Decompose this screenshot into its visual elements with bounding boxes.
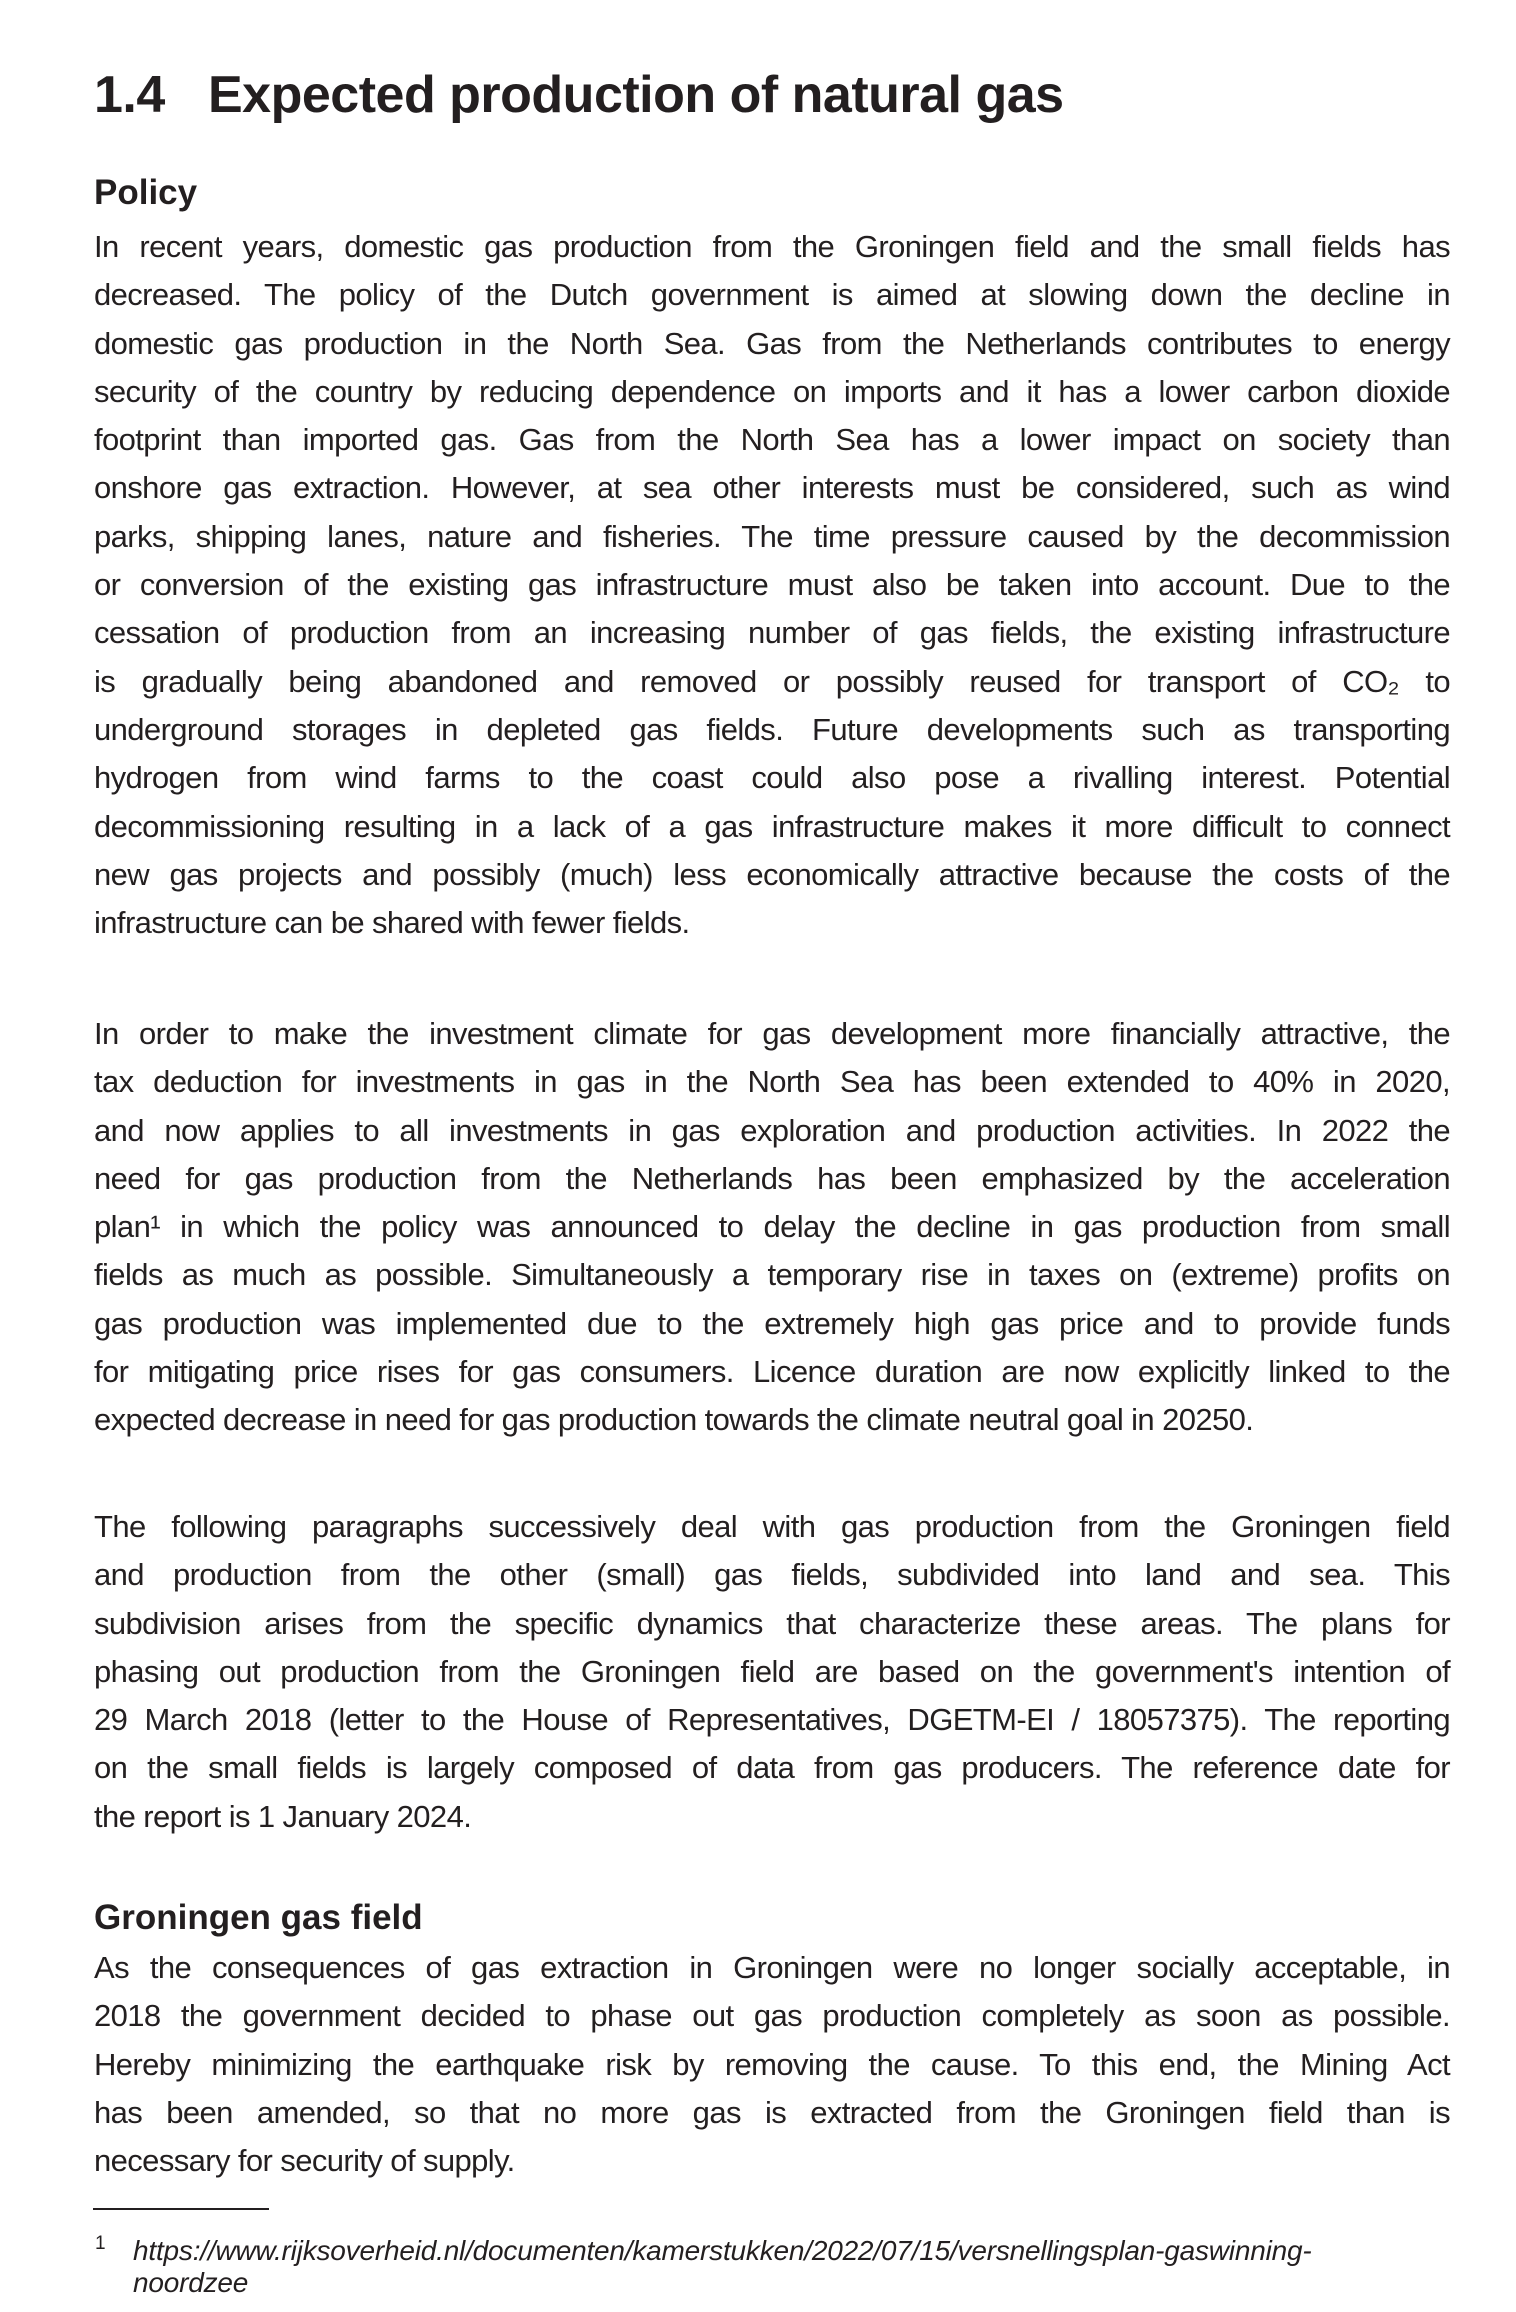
text-line: expected decrease in need for gas production towards the climate neutral goal in 20250. bbox=[94, 1402, 1254, 1438]
text-line: decreased. The policy of the Dutch government is aimed at slowing down the decline in bbox=[94, 277, 1450, 313]
text-line: fields as much as possible. Simultaneously a temporary rise in taxes on (extreme) profits on bbox=[94, 1257, 1450, 1293]
section-heading bbox=[94, 65, 1450, 125]
footnote-marker: 1 bbox=[95, 2233, 106, 2254]
text-line: phasing out production from the Groningen field are based on the government's intention of bbox=[94, 1653, 1450, 1689]
text-line: parks, shipping lanes, nature and fisheries. The time pressure caused by the decommission bbox=[94, 518, 1450, 554]
text-line: noordzee bbox=[133, 2267, 249, 2298]
policy-heading: Policy bbox=[94, 173, 198, 212]
text-line: In order to make the investment climate for gas development more financially attractive, the bbox=[94, 1016, 1450, 1051]
policy-paragraph-2 bbox=[94, 1010, 1450, 1445]
text-line: infrastructure can be shared with fewer fields. bbox=[94, 905, 690, 941]
text-line: onshore gas extraction. However, at sea other interests must be considered, such as wind bbox=[94, 470, 1450, 506]
text-line: for mitigating price rises for gas consumers. Licence duration are now explicitly linked to the bbox=[94, 1354, 1450, 1390]
groningen-paragraph-1 bbox=[94, 1944, 1450, 2185]
text-line: underground storages in depleted gas fields. Future developments such as transporting bbox=[94, 711, 1450, 747]
groningen-gas-field-heading: Groningen gas field bbox=[94, 1898, 423, 1937]
policy-paragraph-3 bbox=[94, 1503, 1450, 1841]
text-line: domestic gas production in the North Sea. Gas from the Netherlands contributes to energy bbox=[94, 325, 1450, 361]
text-line: As the consequences of gas extraction in Groningen were no longer socially acceptable, in bbox=[94, 1950, 1450, 1985]
text-line: security of the country by reducing dependence on imports and it has a lower carbon dioxide bbox=[94, 373, 1450, 409]
text-line: or conversion of the existing gas infrastructure must also be taken into account. Due to the bbox=[94, 567, 1450, 603]
text-line: subdivision arises from the specific dynamics that characterize these areas. The plans for bbox=[94, 1605, 1450, 1641]
text-line: and now applies to all investments in gas exploration and production activities. In 2022 the bbox=[94, 1112, 1450, 1148]
text-line: decommissioning resulting in a lack of a gas infrastructure makes it more difficult to connect bbox=[94, 808, 1450, 844]
text-line: tax deduction for investments in gas in the North Sea has been extended to 40% in 2020, bbox=[94, 1064, 1450, 1100]
footnote-url bbox=[133, 2235, 1473, 2299]
text-line: the report is 1 January 2024. bbox=[94, 1798, 472, 1834]
text-line: and production from the other (small) gas fields, subdivided into land and sea. This bbox=[94, 1557, 1450, 1593]
text-line: need for gas production from the Netherlands has been emphasized by the acceleration bbox=[94, 1160, 1450, 1196]
text-line: gas production was implemented due to the extremely high gas price and to provide funds bbox=[94, 1305, 1450, 1341]
text-line: has been amended, so that no more gas is extracted from the Groningen field than is bbox=[94, 2094, 1450, 2130]
text-line: cessation of production from an increasing number of gas fields, the existing infrastructure bbox=[94, 615, 1450, 651]
text-line: is gradually being abandoned and removed or possibly reused for transport of CO₂ to bbox=[94, 663, 1450, 699]
text-line: footprint than imported gas. Gas from the North Sea has a lower impact on society than bbox=[94, 422, 1450, 458]
text-line: hydrogen from wind farms to the coast could also pose a rivalling interest. Potential bbox=[94, 760, 1450, 796]
text-line: plan¹ in which the policy was announced to delay the decline in gas production from small bbox=[94, 1209, 1450, 1245]
text-line: on the small fields is largely composed of data from gas producers. The reference date for bbox=[94, 1750, 1450, 1786]
text-line: 29 March 2018 (letter to the House of Representatives, DGETM-EI / 18057375). The reporting bbox=[94, 1702, 1450, 1738]
text-line: new gas projects and possibly (much) less economically attractive because the costs of the bbox=[94, 856, 1450, 892]
text-line: The following paragraphs successively deal with gas production from the Groningen field bbox=[94, 1509, 1450, 1544]
text-line: 2018 the government decided to phase out gas production completely as soon as possible. bbox=[94, 1998, 1450, 2034]
text-line: Hereby minimizing the earthquake risk by removing the cause. To this end, the Mining Act bbox=[94, 2046, 1450, 2082]
text-line: necessary for security of supply. bbox=[94, 2143, 515, 2179]
text-line: In recent years, domestic gas production from the Groningen field and the small fields has bbox=[94, 229, 1450, 264]
policy-paragraph-1 bbox=[94, 223, 1450, 947]
text-line: https://www.rijksoverheid.nl/documenten/kamerstukken/2022/07/15/versnellingsplan-gaswinning- bbox=[133, 2235, 1312, 2266]
section-title: Expected production of natural gas bbox=[208, 66, 1064, 124]
section-number: 1.4 bbox=[94, 66, 165, 124]
footnote-rule bbox=[93, 2208, 269, 2210]
